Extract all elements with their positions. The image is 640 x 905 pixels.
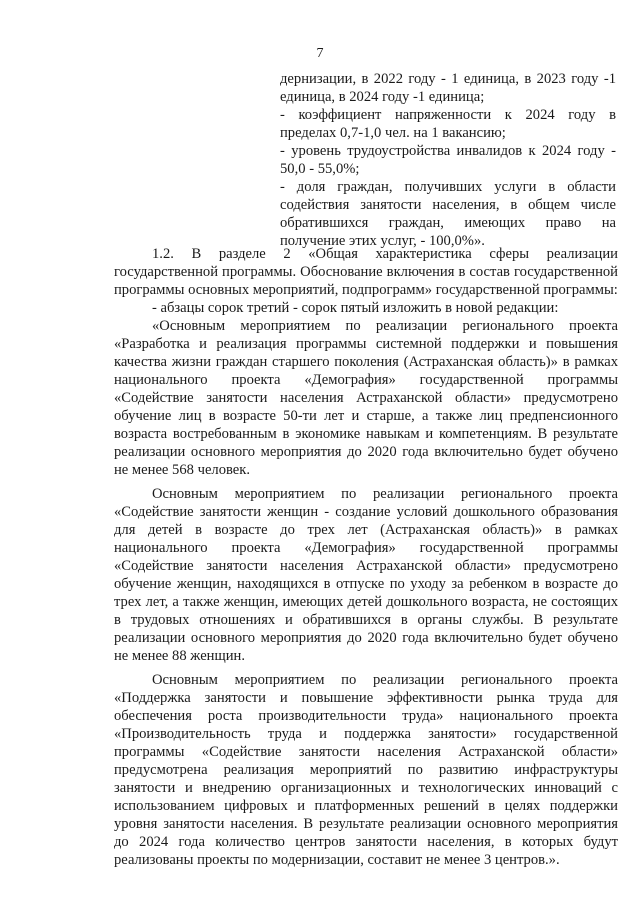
body-paragraph: Основным мероприятием по реализации регионального проекта «Поддержка занятости и повышение эффективности рынка труда для обеспечения роста производительности труда» национального проекта «Производительность труда и поддержка занятости» государственной программы «Содействие занятости населения Астраханской области» предусмотрена реализация мероприятий по развитию инфраструктуры занятости и внедрению организационных и технологических инноваций с использованием цифровых и платформенных решений в целях поддержки уровня занятости населения. В результате реализации основного мероприятия до 2024 года количество центров занятости населения, в которых будут реализованы проекты по модернизации, составит не менее 3 центров.».: [114, 672, 618, 868]
list-item: дернизации, в 2022 году - 1 единица, в 2023 году -1 единица, в 2024 году -1 единица;: [280, 71, 616, 105]
section-body: [114, 245, 618, 869]
list-item: - коэффициент напряженности к 2024 году в пределах 0,7-1,0 чел. на 1 вакансию;: [280, 107, 616, 141]
instruction-paragraph: - абзацы сорок третий - сорок пятый изложить в новой редакции:: [152, 300, 559, 316]
section-heading-paragraph: 1.2. В разделе 2 «Общая характеристика сферы реализации государственной программы. Обоснование включения в состав государственной программы основных мероприятий, подпрограмм» государственной программы:: [114, 246, 618, 298]
list-continuation: [280, 70, 616, 250]
body-paragraph: Основным мероприятием по реализации регионального проекта «Содействие занятости женщин - создание условий дошкольного образования для детей в возрасте до трех лет (Астраханская область)» в рамках национального проекта «Демография» государственной программы «Содействие занятости населения Астраханской области» предусмотрено обучение женщин, находящихся в отпуске по уходу за ребенком в возрасте до трех лет, а также женщин, имеющих детей дошкольного возраста, не состоящих в трудовых отношениях и обратившихся в органы службы. В результате реализации основного мероприятия до 2020 года включительно будет обучено не менее 88 женщин.: [114, 486, 618, 664]
body-paragraph: «Основным мероприятием по реализации регионального проекта «Разработка и реализация программы системной поддержки и повышения качества жизни граждан старшего поколения (Астраханская область)» в рамках национального проекта «Демография» государственной программы «Содействие занятости населения Астраханской области» предусмотрено обучение лиц в возрасте 50-ти лет и старше, а также лиц предпенсионного возраста востребованным в экономике навыкам и компетенциям. В результате реализации основного мероприятия до 2020 года включительно будет обучено не менее 568 человек.: [114, 318, 618, 478]
list-item: - доля граждан, получивших услуги в области содействия занятости населения, в общем числе обратившихся граждан, имеющих право на получение этих услуг, - 100,0%».: [280, 179, 616, 249]
list-item: - уровень трудоустройства инвалидов к 2024 году - 50,0 - 55,0%;: [280, 143, 616, 177]
page-number: 7: [316, 46, 324, 61]
